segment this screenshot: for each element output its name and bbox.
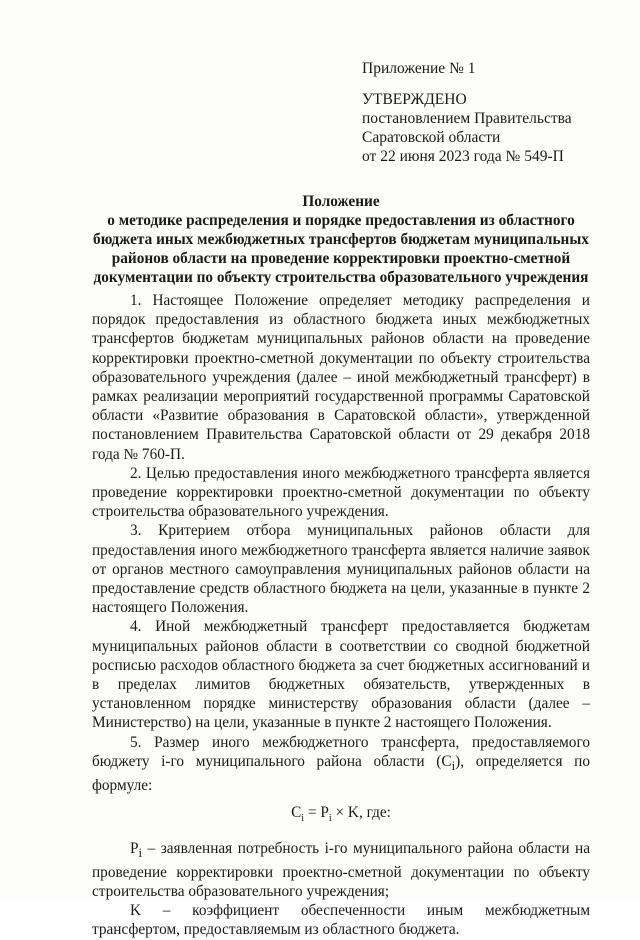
title-subject: о методике распределения и порядке предоставления из областного бюджета иных межбюджетных трансфертов бюджетам муниципальных районов области на проведение корректировки проектно-сметной документации по объекту строительства образовательного учреждения (93, 212, 589, 286)
paragraph-5-subscript: i (451, 758, 456, 773)
document-body (92, 291, 590, 940)
formula-rest: × K, где: (331, 804, 391, 822)
definition-pi-subscript: i (138, 845, 143, 860)
formula-c-subscript: i (301, 813, 305, 825)
paragraph-4: 4. Иной межбюджетный трансферт предоставляется бюджетам муниципальных районов области в соответствии со сводной бюджетной росписью расходов областного бюджета за счет бюджетных ассигнований и в пределах лимитов бюджетных обязательств, утвержденных в установленном порядке министерству образования области (далее – Министерство) на цели, указанные в пункте 2 настоящего Положения. (92, 618, 590, 732)
document-title (92, 192, 590, 287)
formula (92, 803, 590, 828)
paragraph-1: 1. Настоящее Положение определяет методику распределения и порядок предоставления из областного бюджета иных межбюджетных трансфертов бюджетам муниципальных районов области на проведение корректировки проектно-сметной документации по объекту строительства образовательного учреждения (далее – иной межбюджетный трансферт) в рамках реализации мероприятий государственной программы Саратовской области «Развитие образования в Саратовской области», утвержденной постановлением Правительства Саратовской области от 29 декабря 2018 года № 760-П. (92, 292, 590, 463)
definition-pi (92, 839, 590, 902)
paragraph-5-text-a: 5. Размер иного межбюджетного трансферта, предоставляемого бюджету i-го муниципального района области (C (92, 733, 590, 770)
definitions (92, 839, 590, 940)
approval-line-1: постановлением Правительства (362, 110, 572, 127)
paragraph-5 (92, 733, 590, 796)
formula-c: C (291, 804, 302, 822)
approval-block (362, 59, 602, 166)
definition-pi-symbol: P (130, 839, 139, 857)
approved-label: УТВЕРЖДЕНО (362, 91, 467, 108)
definition-k: K – коэффициент обеспеченности иным межбюджетным трансфертом, предоставляемым из областного бюджета. (92, 902, 590, 939)
approval-line-2: Саратовской области (362, 129, 501, 146)
formula-eq: = P (304, 804, 329, 822)
title-heading: Положение (302, 193, 380, 210)
paragraph-2: 2. Целью предоставления иного межбюджетного трансферта является проведение корректировки проектно-сметной документации по объекту строительства образовательного учреждения. (92, 464, 590, 521)
approval-line-3: от 22 июня 2023 года № 549-П (362, 148, 564, 165)
definition-pi-text: – заявленная потребность i-го муниципального района области на проведение корректировки проектно-сметной документации по объекту строительства образовательного учреждения; (92, 839, 590, 901)
paragraph-5-text-b: ), определяется по формуле: (92, 752, 590, 795)
paragraph-3: 3. Критерием отбора муниципальных районов области для предоставления иного межбюджетного трансферта является наличие заявок от органов местного самоуправления муниципальных районов области на предоставление средств областного бюджета на цели, указанные в пункте 2 настоящего Положения. (92, 522, 590, 617)
appendix-number: Приложение № 1 (362, 60, 476, 77)
formula-p-subscript: i (328, 813, 332, 825)
